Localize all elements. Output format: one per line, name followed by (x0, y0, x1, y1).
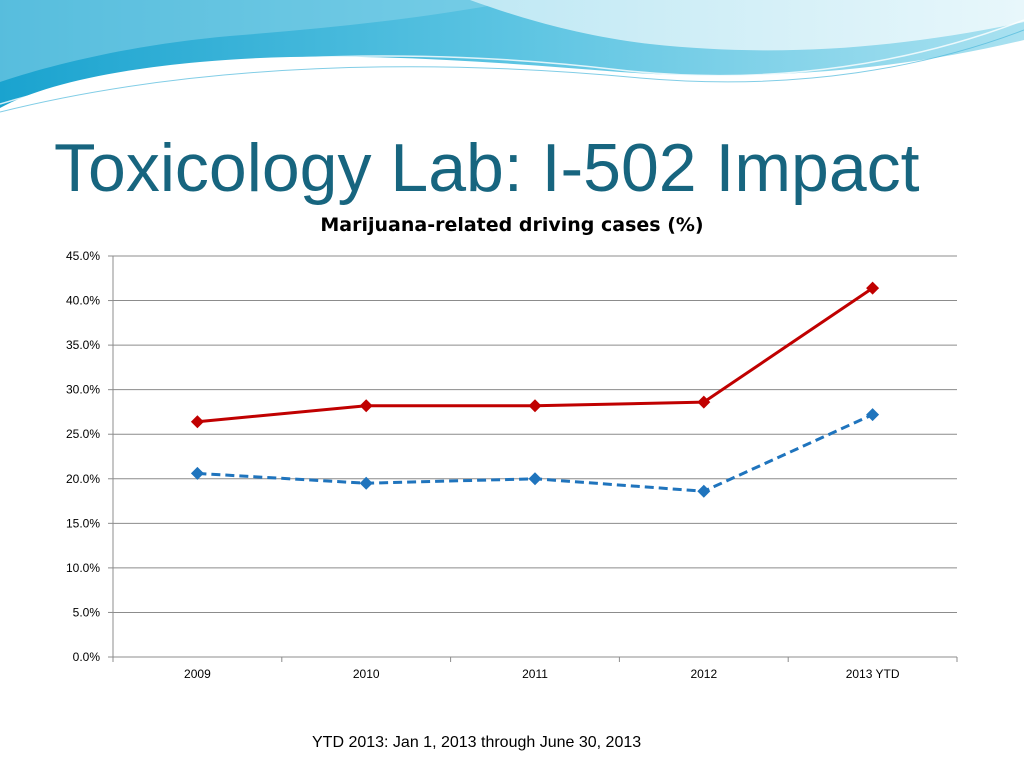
data-point-marker (529, 472, 542, 485)
y-tick-label: 35.0% (65, 338, 100, 353)
y-tick-label: 40.0% (65, 293, 100, 308)
x-tick-label: 2011 (522, 667, 548, 681)
data-point-marker (866, 408, 879, 421)
slide-title: Toxicology Lab: I-502 Impact (54, 130, 920, 206)
footnote: YTD 2013: Jan 1, 2013 through June 30, 2013 (312, 734, 642, 751)
x-tick-label: 2013 YTD (845, 667, 900, 681)
data-point-marker (360, 399, 373, 412)
y-tick-label: 20.0% (65, 471, 100, 486)
data-point-marker (697, 485, 710, 498)
y-tick-label: 25.0% (65, 427, 100, 442)
data-point-marker (191, 415, 204, 428)
data-point-marker (529, 399, 542, 412)
y-tick-label: 0.0% (72, 650, 100, 664)
y-tick-label: 30.0% (65, 382, 100, 397)
y-tick-label: 10.0% (65, 560, 100, 575)
chart-title: Marijuana-related driving cases (%) (320, 214, 704, 236)
data-point-marker (191, 467, 204, 480)
x-tick-label: 2010 (352, 667, 380, 681)
y-tick-label: 45.0% (65, 249, 100, 263)
x-axis (113, 256, 957, 681)
y-axis-tick-labels (66, 249, 113, 664)
y-tick-label: 15.0% (65, 516, 100, 531)
y-tick-label: 5.0% (72, 605, 100, 620)
x-tick-label: 2009 (184, 667, 211, 681)
x-tick-label: 2012 (690, 667, 718, 681)
